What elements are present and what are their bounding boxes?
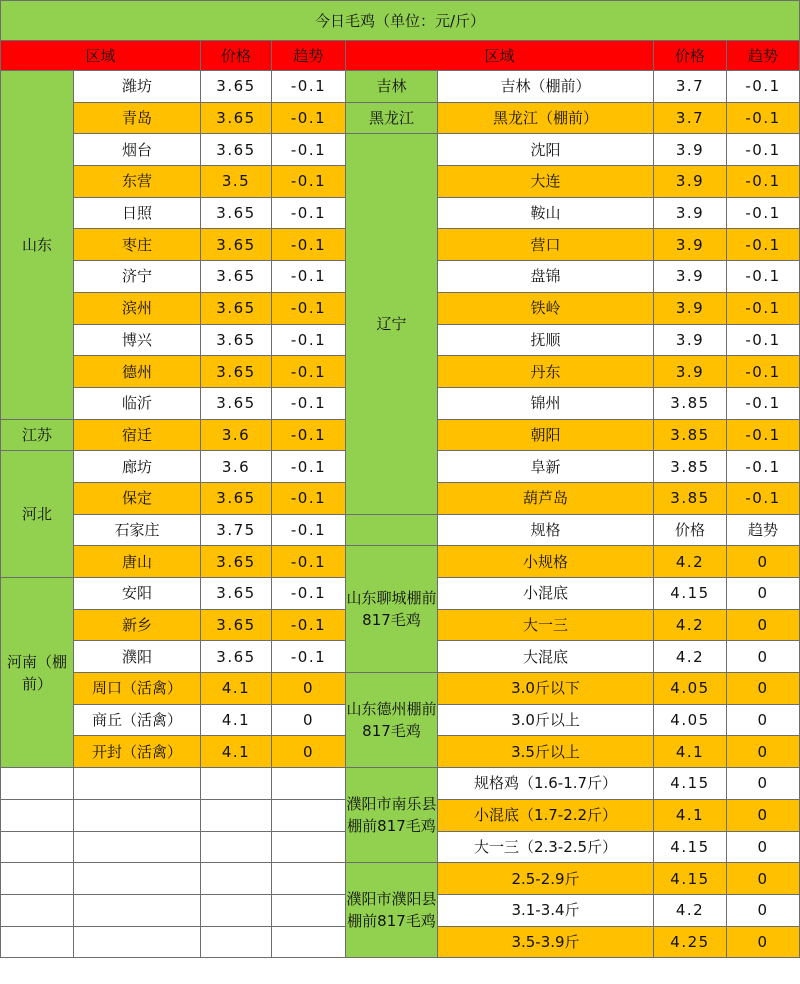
city-cell: 吉林（棚前） [438, 71, 654, 103]
trend-cell: 0 [727, 799, 800, 831]
spec-header-spec: 规格 [438, 514, 654, 546]
trend-cell: 0 [727, 673, 800, 705]
price-cell: 3.85 [654, 451, 727, 483]
trend-cell: -0.1 [727, 261, 800, 293]
city-cell: 廊坊 [74, 451, 201, 483]
province-cell: 吉林 [346, 71, 438, 103]
spec-region-cell: 濮阳市濮阳县棚前817毛鸡 [346, 863, 438, 958]
spec-cell: 小规格 [438, 546, 654, 578]
empty-cell [74, 799, 201, 831]
price-cell: 3.6 [201, 419, 272, 451]
table-row [1, 134, 800, 166]
price-cell: 3.65 [201, 482, 272, 514]
table-row [1, 863, 800, 895]
price-cell: 4.15 [654, 863, 727, 895]
header-left-price: 价格 [201, 41, 272, 71]
trend-cell: -0.1 [272, 102, 346, 134]
spec-cell: 2.5-2.9斤 [438, 863, 654, 895]
trend-cell: -0.1 [727, 387, 800, 419]
price-cell: 3.5 [201, 166, 272, 198]
province-cell: 河南（棚前） [1, 578, 74, 768]
price-cell: 3.65 [201, 71, 272, 103]
empty-cell [201, 926, 272, 958]
price-cell: 3.85 [654, 419, 727, 451]
spec-cell: 3.0斤以下 [438, 673, 654, 705]
city-cell: 大连 [438, 166, 654, 198]
price-cell: 4.1 [201, 736, 272, 768]
city-cell: 枣庄 [74, 229, 201, 261]
city-cell: 东营 [74, 166, 201, 198]
city-cell: 博兴 [74, 324, 201, 356]
city-cell: 锦州 [438, 387, 654, 419]
trend-cell: -0.1 [272, 482, 346, 514]
price-cell: 3.65 [201, 387, 272, 419]
price-cell: 3.75 [201, 514, 272, 546]
empty-cell [1, 768, 74, 800]
price-cell: 4.2 [654, 641, 727, 673]
city-cell: 周口（活禽） [74, 673, 201, 705]
table-row [1, 768, 800, 800]
spec-cell: 3.0斤以上 [438, 704, 654, 736]
empty-cell [74, 831, 201, 863]
trend-cell: -0.1 [272, 261, 346, 293]
price-cell: 3.65 [201, 197, 272, 229]
price-cell: 3.65 [201, 356, 272, 388]
province-cell: 辽宁 [346, 134, 438, 514]
city-cell: 烟台 [74, 134, 201, 166]
city-cell: 石家庄 [74, 514, 201, 546]
trend-cell: 0 [727, 609, 800, 641]
city-cell: 保定 [74, 482, 201, 514]
trend-cell: -0.1 [272, 166, 346, 198]
trend-cell: 0 [272, 736, 346, 768]
province-cell: 河北 [1, 451, 74, 578]
city-cell: 铁岭 [438, 292, 654, 324]
empty-cell [201, 831, 272, 863]
trend-cell: -0.1 [272, 134, 346, 166]
price-cell: 3.65 [201, 641, 272, 673]
price-cell: 3.85 [654, 482, 727, 514]
price-cell: 4.2 [654, 894, 727, 926]
price-table-body [1, 1, 800, 958]
price-cell: 3.65 [201, 324, 272, 356]
price-cell: 3.65 [201, 134, 272, 166]
empty-cell [272, 926, 346, 958]
city-cell: 济宁 [74, 261, 201, 293]
table-row [1, 546, 800, 578]
trend-cell: -0.1 [272, 229, 346, 261]
empty-cell [1, 894, 74, 926]
empty-cell [272, 894, 346, 926]
empty-cell [272, 768, 346, 800]
header-right-price: 价格 [654, 41, 727, 71]
city-cell: 抚顺 [438, 324, 654, 356]
price-cell: 3.9 [654, 134, 727, 166]
price-cell: 4.1 [201, 704, 272, 736]
spec-header-trend: 趋势 [727, 514, 800, 546]
trend-cell: -0.1 [727, 451, 800, 483]
spec-region-cell: 山东聊城棚前817毛鸡 [346, 546, 438, 673]
city-cell: 朝阳 [438, 419, 654, 451]
trend-cell: -0.1 [727, 166, 800, 198]
price-cell: 3.65 [201, 229, 272, 261]
price-cell: 4.1 [654, 736, 727, 768]
header-right-trend: 趋势 [727, 41, 800, 71]
header-left-region: 区域 [1, 41, 201, 71]
city-cell: 潍坊 [74, 71, 201, 103]
province-cell: 江苏 [1, 419, 74, 451]
trend-cell: 0 [727, 641, 800, 673]
price-cell: 4.15 [654, 768, 727, 800]
empty-cell [74, 926, 201, 958]
empty-cell [201, 799, 272, 831]
price-cell: 3.7 [654, 102, 727, 134]
price-cell: 3.9 [654, 261, 727, 293]
price-cell: 3.65 [201, 546, 272, 578]
city-cell: 滨州 [74, 292, 201, 324]
price-cell: 4.05 [654, 704, 727, 736]
spec-cell: 3.5斤以上 [438, 736, 654, 768]
trend-cell: -0.1 [272, 514, 346, 546]
trend-cell: 0 [727, 736, 800, 768]
city-cell: 黑龙江（棚前） [438, 102, 654, 134]
spec-cell: 大一三（2.3-2.5斤） [438, 831, 654, 863]
trend-cell: 0 [727, 863, 800, 895]
city-cell: 鞍山 [438, 197, 654, 229]
empty-cell [272, 863, 346, 895]
trend-cell: -0.1 [272, 609, 346, 641]
spec-header-region [346, 514, 438, 546]
empty-cell [1, 831, 74, 863]
trend-cell: 0 [727, 894, 800, 926]
trend-cell: -0.1 [727, 102, 800, 134]
price-cell: 3.9 [654, 356, 727, 388]
trend-cell: -0.1 [272, 451, 346, 483]
empty-cell [201, 894, 272, 926]
trend-cell: -0.1 [727, 292, 800, 324]
trend-cell: -0.1 [272, 578, 346, 610]
city-cell: 德州 [74, 356, 201, 388]
price-cell: 3.65 [201, 102, 272, 134]
trend-cell: -0.1 [727, 71, 800, 103]
trend-cell: -0.1 [272, 292, 346, 324]
trend-cell: -0.1 [727, 197, 800, 229]
price-cell: 4.2 [654, 609, 727, 641]
empty-cell [74, 768, 201, 800]
trend-cell: -0.1 [272, 324, 346, 356]
table-row [1, 673, 800, 705]
price-cell: 3.9 [654, 166, 727, 198]
price-cell: 4.25 [654, 926, 727, 958]
trend-cell: -0.1 [272, 641, 346, 673]
table-title: 今日毛鸡（单位：元/斤） [1, 1, 800, 41]
header-right-region: 区域 [346, 41, 654, 71]
city-cell: 葫芦岛 [438, 482, 654, 514]
trend-cell: -0.1 [727, 482, 800, 514]
city-cell: 开封（活禽） [74, 736, 201, 768]
header-left-trend: 趋势 [272, 41, 346, 71]
price-cell: 4.1 [201, 673, 272, 705]
city-cell: 营口 [438, 229, 654, 261]
price-cell: 4.15 [654, 578, 727, 610]
price-cell: 3.9 [654, 324, 727, 356]
spec-cell: 小混底 [438, 578, 654, 610]
spec-cell: 小混底（1.7-2.2斤） [438, 799, 654, 831]
spec-region-cell: 濮阳市南乐县棚前817毛鸡 [346, 768, 438, 863]
trend-cell: -0.1 [272, 546, 346, 578]
city-cell: 临沂 [74, 387, 201, 419]
spec-cell: 大混底 [438, 641, 654, 673]
empty-cell [1, 926, 74, 958]
city-cell: 新乡 [74, 609, 201, 641]
city-cell: 阜新 [438, 451, 654, 483]
trend-cell: 0 [727, 704, 800, 736]
table-row [1, 71, 800, 103]
trend-cell: -0.1 [272, 419, 346, 451]
price-cell: 3.65 [201, 292, 272, 324]
city-cell: 宿迁 [74, 419, 201, 451]
trend-cell: -0.1 [727, 229, 800, 261]
city-cell: 唐山 [74, 546, 201, 578]
empty-cell [201, 863, 272, 895]
province-cell: 山东 [1, 71, 74, 420]
trend-cell: -0.1 [272, 387, 346, 419]
trend-cell: 0 [727, 578, 800, 610]
trend-cell: 0 [727, 546, 800, 578]
price-cell: 3.65 [201, 261, 272, 293]
province-cell: 黑龙江 [346, 102, 438, 134]
city-cell: 日照 [74, 197, 201, 229]
spec-cell: 3.1-3.4斤 [438, 894, 654, 926]
city-cell: 沈阳 [438, 134, 654, 166]
city-cell: 盘锦 [438, 261, 654, 293]
spec-header-price: 价格 [654, 514, 727, 546]
spec-region-cell: 山东德州棚前817毛鸡 [346, 673, 438, 768]
price-cell: 3.85 [654, 387, 727, 419]
price-cell: 4.15 [654, 831, 727, 863]
trend-cell: -0.1 [272, 197, 346, 229]
trend-cell: 0 [727, 768, 800, 800]
trend-cell: 0 [272, 704, 346, 736]
city-cell: 丹东 [438, 356, 654, 388]
price-cell: 3.6 [201, 451, 272, 483]
empty-cell [74, 863, 201, 895]
city-cell: 青岛 [74, 102, 201, 134]
trend-cell: -0.1 [727, 134, 800, 166]
city-cell: 商丘（活禽） [74, 704, 201, 736]
price-cell: 4.05 [654, 673, 727, 705]
empty-cell [272, 799, 346, 831]
table-row [1, 102, 800, 134]
spec-cell: 3.5-3.9斤 [438, 926, 654, 958]
price-cell: 4.1 [654, 799, 727, 831]
trend-cell: 0 [727, 831, 800, 863]
price-cell: 3.9 [654, 229, 727, 261]
city-cell: 安阳 [74, 578, 201, 610]
price-cell: 3.9 [654, 292, 727, 324]
spec-cell: 规格鸡（1.6-1.7斤） [438, 768, 654, 800]
table-row [1, 514, 800, 546]
trend-cell: -0.1 [727, 324, 800, 356]
price-cell: 3.7 [654, 71, 727, 103]
trend-cell: -0.1 [727, 419, 800, 451]
empty-cell [272, 831, 346, 863]
price-cell: 4.2 [654, 546, 727, 578]
spec-cell: 大一三 [438, 609, 654, 641]
trend-cell: -0.1 [727, 356, 800, 388]
trend-cell: -0.1 [272, 356, 346, 388]
city-cell: 濮阳 [74, 641, 201, 673]
trend-cell: -0.1 [272, 71, 346, 103]
trend-cell: 0 [272, 673, 346, 705]
price-cell: 3.9 [654, 197, 727, 229]
empty-cell [1, 799, 74, 831]
empty-cell [1, 863, 74, 895]
empty-cell [201, 768, 272, 800]
trend-cell: 0 [727, 926, 800, 958]
empty-cell [74, 894, 201, 926]
price-cell: 3.65 [201, 609, 272, 641]
price-cell: 3.65 [201, 578, 272, 610]
